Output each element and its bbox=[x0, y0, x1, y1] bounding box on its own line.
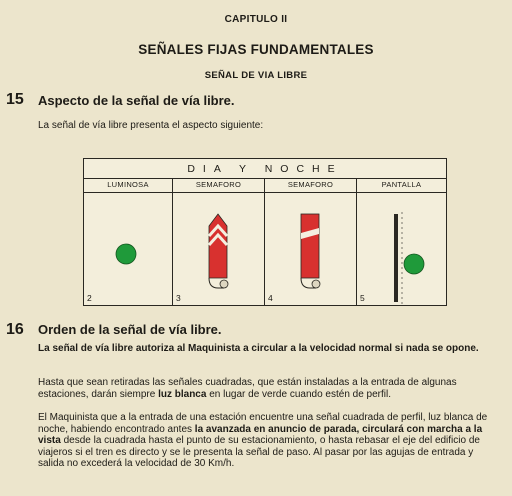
section-16-paragraph-1: La señal de vía libre autoriza al Maquinista a circular a la velocidad normal si nada se opone. bbox=[38, 343, 479, 354]
chapter-label: CAPITULO II bbox=[224, 14, 288, 25]
page-subtitle: SEÑAL DE VIA LIBRE bbox=[204, 70, 308, 81]
column-luminosa bbox=[84, 178, 173, 305]
paragraph-bold-text: la avanzada en anuncio de parada, circulará con marcha a la vista bbox=[38, 423, 483, 447]
section-16-paragraph-2 bbox=[38, 377, 502, 400]
column-semaforo-2 bbox=[265, 178, 357, 305]
column-number: 2 bbox=[87, 293, 92, 303]
column-pantalla bbox=[357, 178, 446, 305]
section-15-intro: La señal de vía libre presenta el aspecto siguiente: bbox=[38, 120, 264, 131]
signal-aspect-table bbox=[83, 158, 447, 306]
section-16-paragraph-3 bbox=[38, 412, 502, 470]
paragraph-text: desde la cuadrada hasta el punto de su estacionamiento, o hasta rebasar el eje del edificio de viajeros si el tren es directo y se le presenta la señal de paso. Al pasar por las agujas de entrada y salida no excederá la velocidad de 30 Km/h. bbox=[38, 435, 480, 470]
column-label: SEMAFORO bbox=[173, 178, 264, 193]
column-label: PANTALLA bbox=[357, 178, 446, 193]
semaphore-bar-icon bbox=[265, 192, 357, 305]
column-semaforo-1 bbox=[173, 178, 265, 305]
column-label: SEMAFORO bbox=[265, 178, 356, 193]
paragraph-text: en lugar de verde cuando estén de perfil. bbox=[206, 388, 392, 400]
section-16-heading: Orden de la señal de vía libre. bbox=[38, 322, 222, 337]
column-number: 5 bbox=[360, 293, 365, 303]
page-title: SEÑALES FIJAS FUNDAMENTALES bbox=[138, 42, 374, 57]
column-label: LUMINOSA bbox=[84, 178, 172, 193]
section-15-heading: Aspecto de la señal de vía libre. bbox=[38, 93, 235, 108]
paragraph-text: El Maquinista que a la entrada de una estación encuentre una señal cuadrada de perfil, luz blanca de noche, habiendo encontrado antes bbox=[38, 412, 488, 435]
screen-post-green-light-icon bbox=[357, 192, 446, 305]
section-15-number: 15 bbox=[6, 91, 24, 108]
semaphore-chevron-icon bbox=[173, 192, 265, 305]
section-16-number: 16 bbox=[6, 321, 24, 338]
table-header-day-night: DIA Y NOCHE bbox=[84, 159, 446, 179]
green-light-icon bbox=[84, 192, 173, 305]
column-number: 3 bbox=[176, 293, 181, 303]
paragraph-bold-text: luz blanca bbox=[158, 388, 207, 400]
paragraph-text: Hasta que sean retiradas las señales cuadradas, que están instaladas a la entrada de algunas estaciones, darán siempre bbox=[38, 377, 457, 400]
column-number: 4 bbox=[268, 293, 273, 303]
